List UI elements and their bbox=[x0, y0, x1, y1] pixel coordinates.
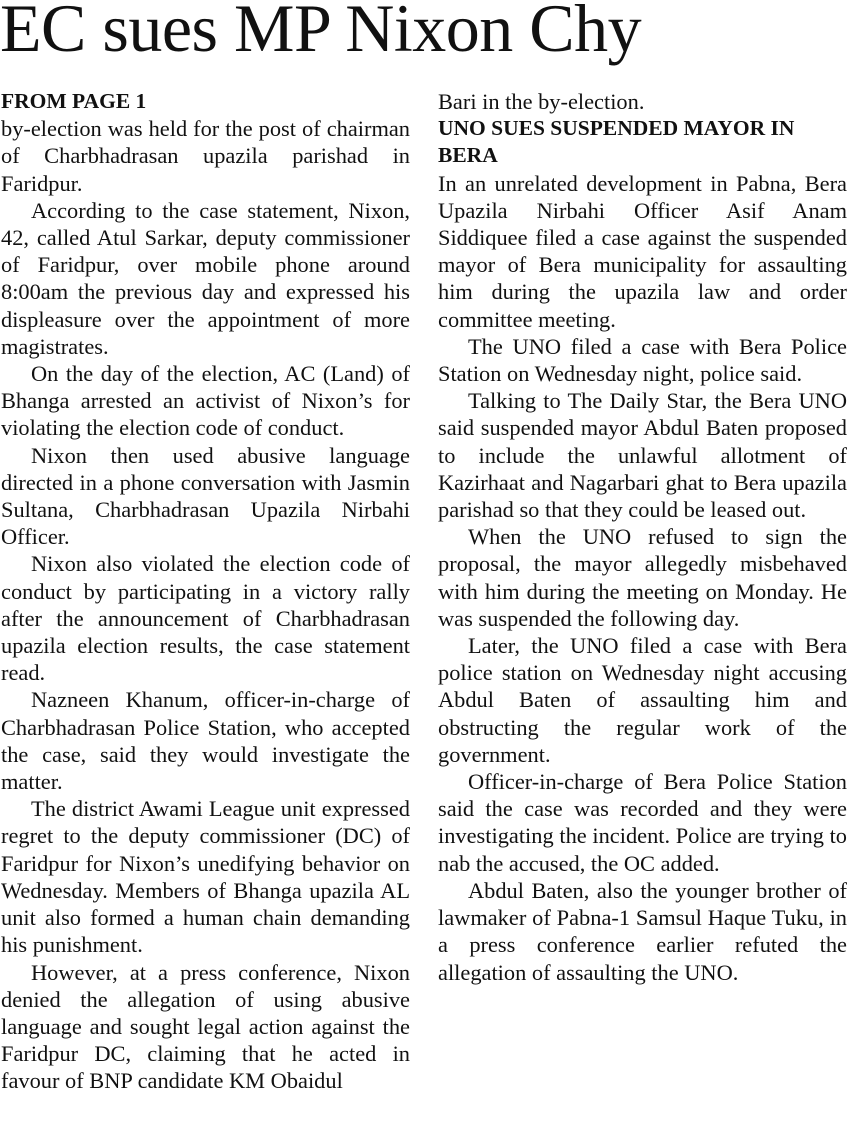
article-paragraph: The UNO filed a case with Bera Police Station on Wednesday night, police said. bbox=[438, 333, 847, 387]
headline: EC sues MP Nixon Chy bbox=[0, 0, 642, 66]
article-paragraph: According to the case statement, Nixon, 42, called Atul Sarkar, deputy commissioner of Faridpur, over mobile phone around 8:00am the previous day and expressed his displeasure over the appointment of more magistrates. bbox=[1, 197, 410, 359]
article-paragraph: Nazneen Khanum, officer-in-charge of Charbhadrasan Police Station, who accepted the case, said they would investigate the matter. bbox=[1, 687, 410, 795]
left-column bbox=[1, 88, 410, 1095]
article-paragraph: Talking to The Daily Star, the Bera UNO said suspended mayor Abdul Baten proposed to include the unlawful allotment of Kazirhaat and Nagarbari ghat to Bera upazila parishad so that they could be leased out. bbox=[438, 388, 847, 523]
article-paragraph: The district Awami League unit expressed regret to the deputy commissioner (DC) of Faridpur for Nixon’s unedifying behavior on Wednesday. Members of Bhanga upazila AL unit also formed a human chain demanding his punishment. bbox=[1, 796, 410, 958]
section-subhead: UNO SUES SUSPENDED MAYOR IN BERA bbox=[438, 116, 795, 168]
article-paragraph: Later, the UNO filed a case with Bera police station on Wednesday night accusing Abdul Baten of assaulting him and obstructing the regular work of the government. bbox=[438, 633, 847, 767]
article-paragraph: When the UNO refused to sign the proposal, the mayor allegedly misbehaved with him during the meeting on Monday. He was suspended the following day. bbox=[438, 524, 847, 631]
article-paragraph: Nixon then used abusive language directed in a phone conversation with Jasmin Sultana, Charbhadrasan Upazila Nirbahi Officer. bbox=[1, 442, 410, 550]
article-paragraph: Nixon also violated the election code of conduct by participating in a victory rally after the announcement of Charbhadrasan upazila election results, the case statement read. bbox=[1, 551, 410, 686]
article-paragraph: by-election was held for the post of chairman of Charbhadrasan upazila parishad in Faridpur. bbox=[1, 116, 410, 196]
right-column bbox=[438, 88, 847, 986]
jump-label: FROM PAGE 1 bbox=[1, 89, 147, 113]
article-paragraph: Abdul Baten, also the younger brother of lawmaker of Pabna-1 Samsul Haque Tuku, in a press conference earlier refuted the allegation of assaulting the UNO. bbox=[438, 877, 847, 985]
lead-paragraph: In an unrelated development in Pabna, Bera Upazila Nirbahi Officer Asif Anam Siddiquee filed a case against the suspended mayor of Bera municipality for assaulting him during the upazila law and order committee meeting. bbox=[438, 170, 847, 332]
article-paragraph: However, at a press conference, Nixon denied the allegation of using abusive language and sought legal action against the Faridpur DC, claiming that he acted in favour of BNP candidate KM Obaidul bbox=[1, 959, 410, 1094]
article-paragraph: Officer-in-charge of Bera Police Station said the case was recorded and they were investigating the incident. Police are trying to nab the accused, the OC added. bbox=[438, 769, 847, 876]
article-paragraph: On the day of the election, AC (Land) of Bhanga arrested an activist of Nixon’s for violating the election code of conduct. bbox=[1, 361, 410, 441]
continuation-line: Bari in the by-election. bbox=[438, 89, 645, 114]
